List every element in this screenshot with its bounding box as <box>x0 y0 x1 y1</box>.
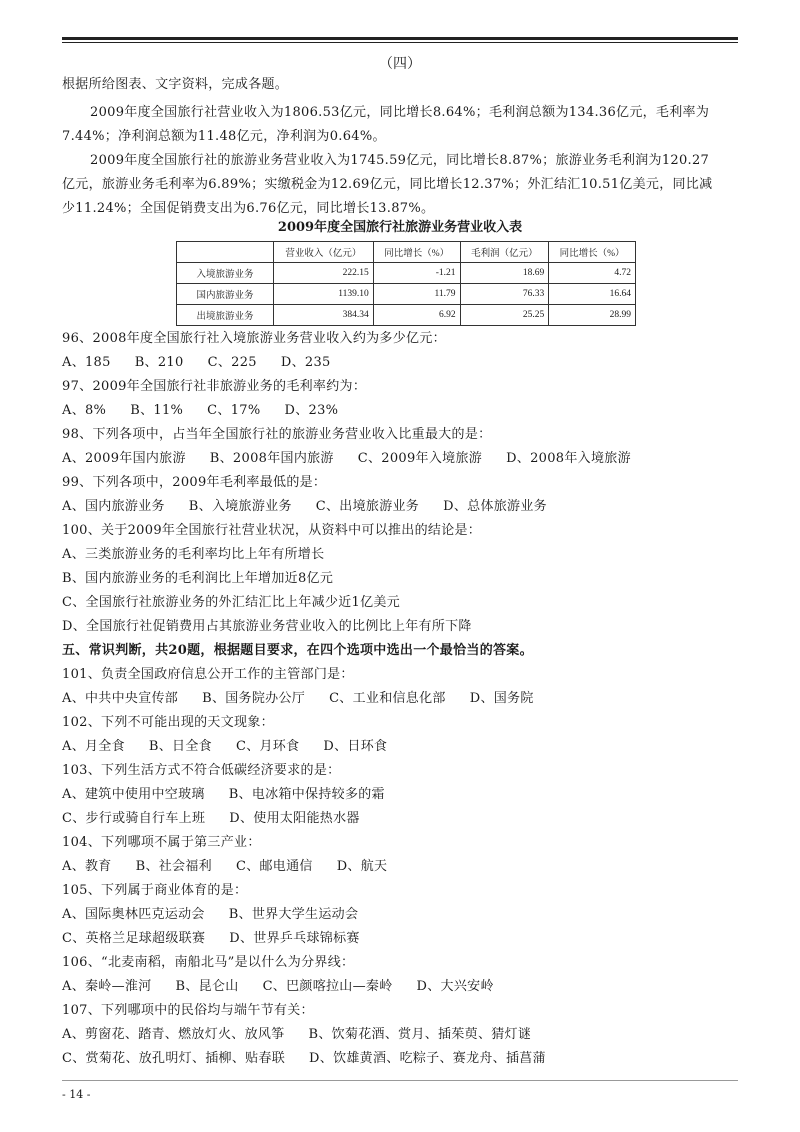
option: B、210 <box>134 355 184 370</box>
option: D、世界乒乓球锦标赛 <box>229 931 360 946</box>
option: C、巴颜喀拉山—秦岭 <box>262 979 393 994</box>
options-row <box>62 737 411 757</box>
question-text: 105、下列属于商业体育的是： <box>62 883 248 898</box>
table-header-row <box>177 242 636 263</box>
option: A、剪窗花、踏青、燃放灯火、放风筝 <box>62 1027 285 1042</box>
header-rule-thick <box>62 37 738 40</box>
options-row <box>62 929 384 949</box>
table-cell: 25.25 <box>460 305 549 326</box>
table-cell: 222.15 <box>274 263 374 284</box>
table-cell: 6.92 <box>373 305 460 326</box>
option: A、月全食 <box>62 739 125 754</box>
option: C、赏菊花、放孔明灯、插柳、贴春联 <box>62 1051 286 1066</box>
question-text: 106、“北麦南稻，南船北马”是以什么为分界线： <box>62 955 355 970</box>
options-row <box>62 689 558 709</box>
table-cell: 76.33 <box>460 284 549 305</box>
option: A、8% <box>62 403 107 418</box>
option: B、11% <box>130 403 184 418</box>
paragraph-line: 2009年度全国旅行社营业收入为1806.53亿元，同比增长8.64%；毛利润总额为134.36亿元，毛利率为 <box>90 105 710 120</box>
option: A、教育 <box>62 859 112 874</box>
page-number: - 14 - <box>62 1088 91 1101</box>
option: D、国务院 <box>469 691 534 706</box>
options-row <box>62 977 518 997</box>
table-row <box>177 263 636 284</box>
header-rule-thin <box>62 42 738 43</box>
option: A、建筑中使用中空玻璃 <box>62 787 205 802</box>
option: A、秦岭—淮河 <box>62 979 152 994</box>
option: D、使用太阳能热水器 <box>229 811 360 826</box>
options-row <box>62 353 355 373</box>
option: C、225 <box>207 355 257 370</box>
paragraph-line: 少11.24%；全国促销费支出为6.76亿元，同比增长13.87%。 <box>62 201 435 216</box>
question-text: 101、负责全国政府信息公开工作的主管部门是： <box>62 667 354 682</box>
option: C、英格兰足球超级联赛 <box>62 931 206 946</box>
option: B、昆仑山 <box>175 979 239 994</box>
options-row <box>62 449 655 469</box>
question-text: 107、下列哪项中的民俗均与端午节有关： <box>62 1003 314 1018</box>
question-text: 96、2008年度全国旅行社入境旅游业务营业收入约为多少亿元： <box>62 331 446 346</box>
table-header-cell: 营业收入（亿元） <box>274 242 374 263</box>
table-row-header: 入境旅游业务 <box>177 263 274 284</box>
option: A、185 <box>62 355 111 370</box>
question-text: 102、下列不可能出现的天文现象： <box>62 715 274 730</box>
option: A、国际奥林匹克运动会 <box>62 907 205 922</box>
table-cell: 384.34 <box>274 305 374 326</box>
paragraph-line: 亿元，旅游业务毛利率为6.89%；实缴税金为12.69亿元，同比增长12.37%；外汇结汇10.51亿美元，同比减 <box>62 177 713 192</box>
options-row <box>62 809 384 829</box>
options-row <box>62 857 411 877</box>
options-row <box>62 1049 570 1069</box>
option: D、总体旅游业务 <box>443 499 547 514</box>
option: D、大兴安岭 <box>416 979 494 994</box>
option: A、国内旅游业务 <box>62 499 165 514</box>
table-cell: 1139.10 <box>274 284 374 305</box>
option: C、出境旅游业务 <box>315 499 420 514</box>
instruction: 根据所给图表、文字资料，完成各题。 <box>62 77 289 92</box>
option: B、日全食 <box>148 739 212 754</box>
options-row <box>62 1025 555 1045</box>
option: C、邮电通信 <box>235 859 313 874</box>
option: D、2008年入境旅游 <box>506 451 631 466</box>
option: B、电冰箱中保持较多的霜 <box>228 787 385 802</box>
options-row <box>62 401 362 421</box>
table-cell: 4.72 <box>549 263 636 284</box>
option: B、国务院办公厅 <box>202 691 306 706</box>
options-row <box>62 785 409 805</box>
section-heading: 五、常识判断，共20题，根据题目要求，在四个选项中选出一个最恰当的答案。 <box>62 643 533 658</box>
footer-rule <box>62 1080 738 1081</box>
question-text: 100、关于2009年全国旅行社营业状况，从资料中可以推出的结论是： <box>62 523 482 538</box>
option: C、步行或骑自行车上班 <box>62 811 206 826</box>
table-row <box>177 284 636 305</box>
revenue-table <box>176 241 636 326</box>
option: A、三类旅游业务的毛利率均比上年有所增长 <box>62 547 325 562</box>
table-header-cell: 同比增长（%） <box>373 242 460 263</box>
table-header-cell <box>177 242 274 263</box>
option: B、入境旅游业务 <box>188 499 292 514</box>
option: B、2008年国内旅游 <box>209 451 334 466</box>
option: D、日环食 <box>323 739 388 754</box>
option: A、2009年国内旅游 <box>62 451 186 466</box>
option: C、工业和信息化部 <box>329 691 446 706</box>
option: D、全国旅行社促销费用占其旅游业务营业收入的比例比上年有所下降 <box>62 619 472 634</box>
table-cell: 11.79 <box>373 284 460 305</box>
table-cell: 18.69 <box>460 263 549 284</box>
section-label: （四） <box>379 56 421 72</box>
table-cell: 16.64 <box>549 284 636 305</box>
table-header-cell: 同比增长（%） <box>549 242 636 263</box>
question-text: 98、下列各项中，占当年全国旅行社的旅游业务营业收入比重最大的是： <box>62 427 492 442</box>
table-title: 2009年度全国旅行社旅游业务营业收入表 <box>277 220 523 235</box>
option: C、全国旅行社旅游业务的外汇结汇比上年减少近1亿美元 <box>62 595 401 610</box>
paragraph-line: 2009年度全国旅行社的旅游业务营业收入为1745.59亿元，同比增长8.87%；旅游业务毛利润为120.27 <box>90 153 710 168</box>
question-text: 103、下列生活方式不符合低碳经济要求的是： <box>62 763 341 778</box>
options-row <box>62 905 382 925</box>
option: B、社会福利 <box>135 859 212 874</box>
table-row-header: 国内旅游业务 <box>177 284 274 305</box>
option: C、17% <box>207 403 261 418</box>
option: B、世界大学生运动会 <box>228 907 359 922</box>
table-header-cell: 毛利润（亿元） <box>460 242 549 263</box>
option: A、中共中央宣传部 <box>62 691 179 706</box>
table-row <box>177 305 636 326</box>
option: C、2009年入境旅游 <box>357 451 483 466</box>
option: D、饮雄黄酒、吃粽子、赛龙舟、插菖蒲 <box>309 1051 546 1066</box>
option: C、月环食 <box>235 739 300 754</box>
option: B、国内旅游业务的毛利润比上年增加近8亿元 <box>62 571 334 586</box>
table-cell: -1.21 <box>373 263 460 284</box>
option: D、235 <box>280 355 331 370</box>
table-row-header: 出境旅游业务 <box>177 305 274 326</box>
question-text: 104、下列哪项不属于第三产业： <box>62 835 261 850</box>
option: B、饮菊花酒、赏月、插茱萸、猜灯谜 <box>308 1027 532 1042</box>
question-text: 97、2009年全国旅行社非旅游业务的毛利率约为： <box>62 379 367 394</box>
table-cell: 28.99 <box>549 305 636 326</box>
paragraph-line: 7.44%；净利润总额为11.48亿元，净利润为0.64%。 <box>62 129 386 144</box>
option: D、航天 <box>336 859 388 874</box>
option: D、23% <box>284 403 339 418</box>
question-text: 99、下列各项中，2009年毛利率最低的是： <box>62 475 327 490</box>
options-row <box>62 497 571 517</box>
